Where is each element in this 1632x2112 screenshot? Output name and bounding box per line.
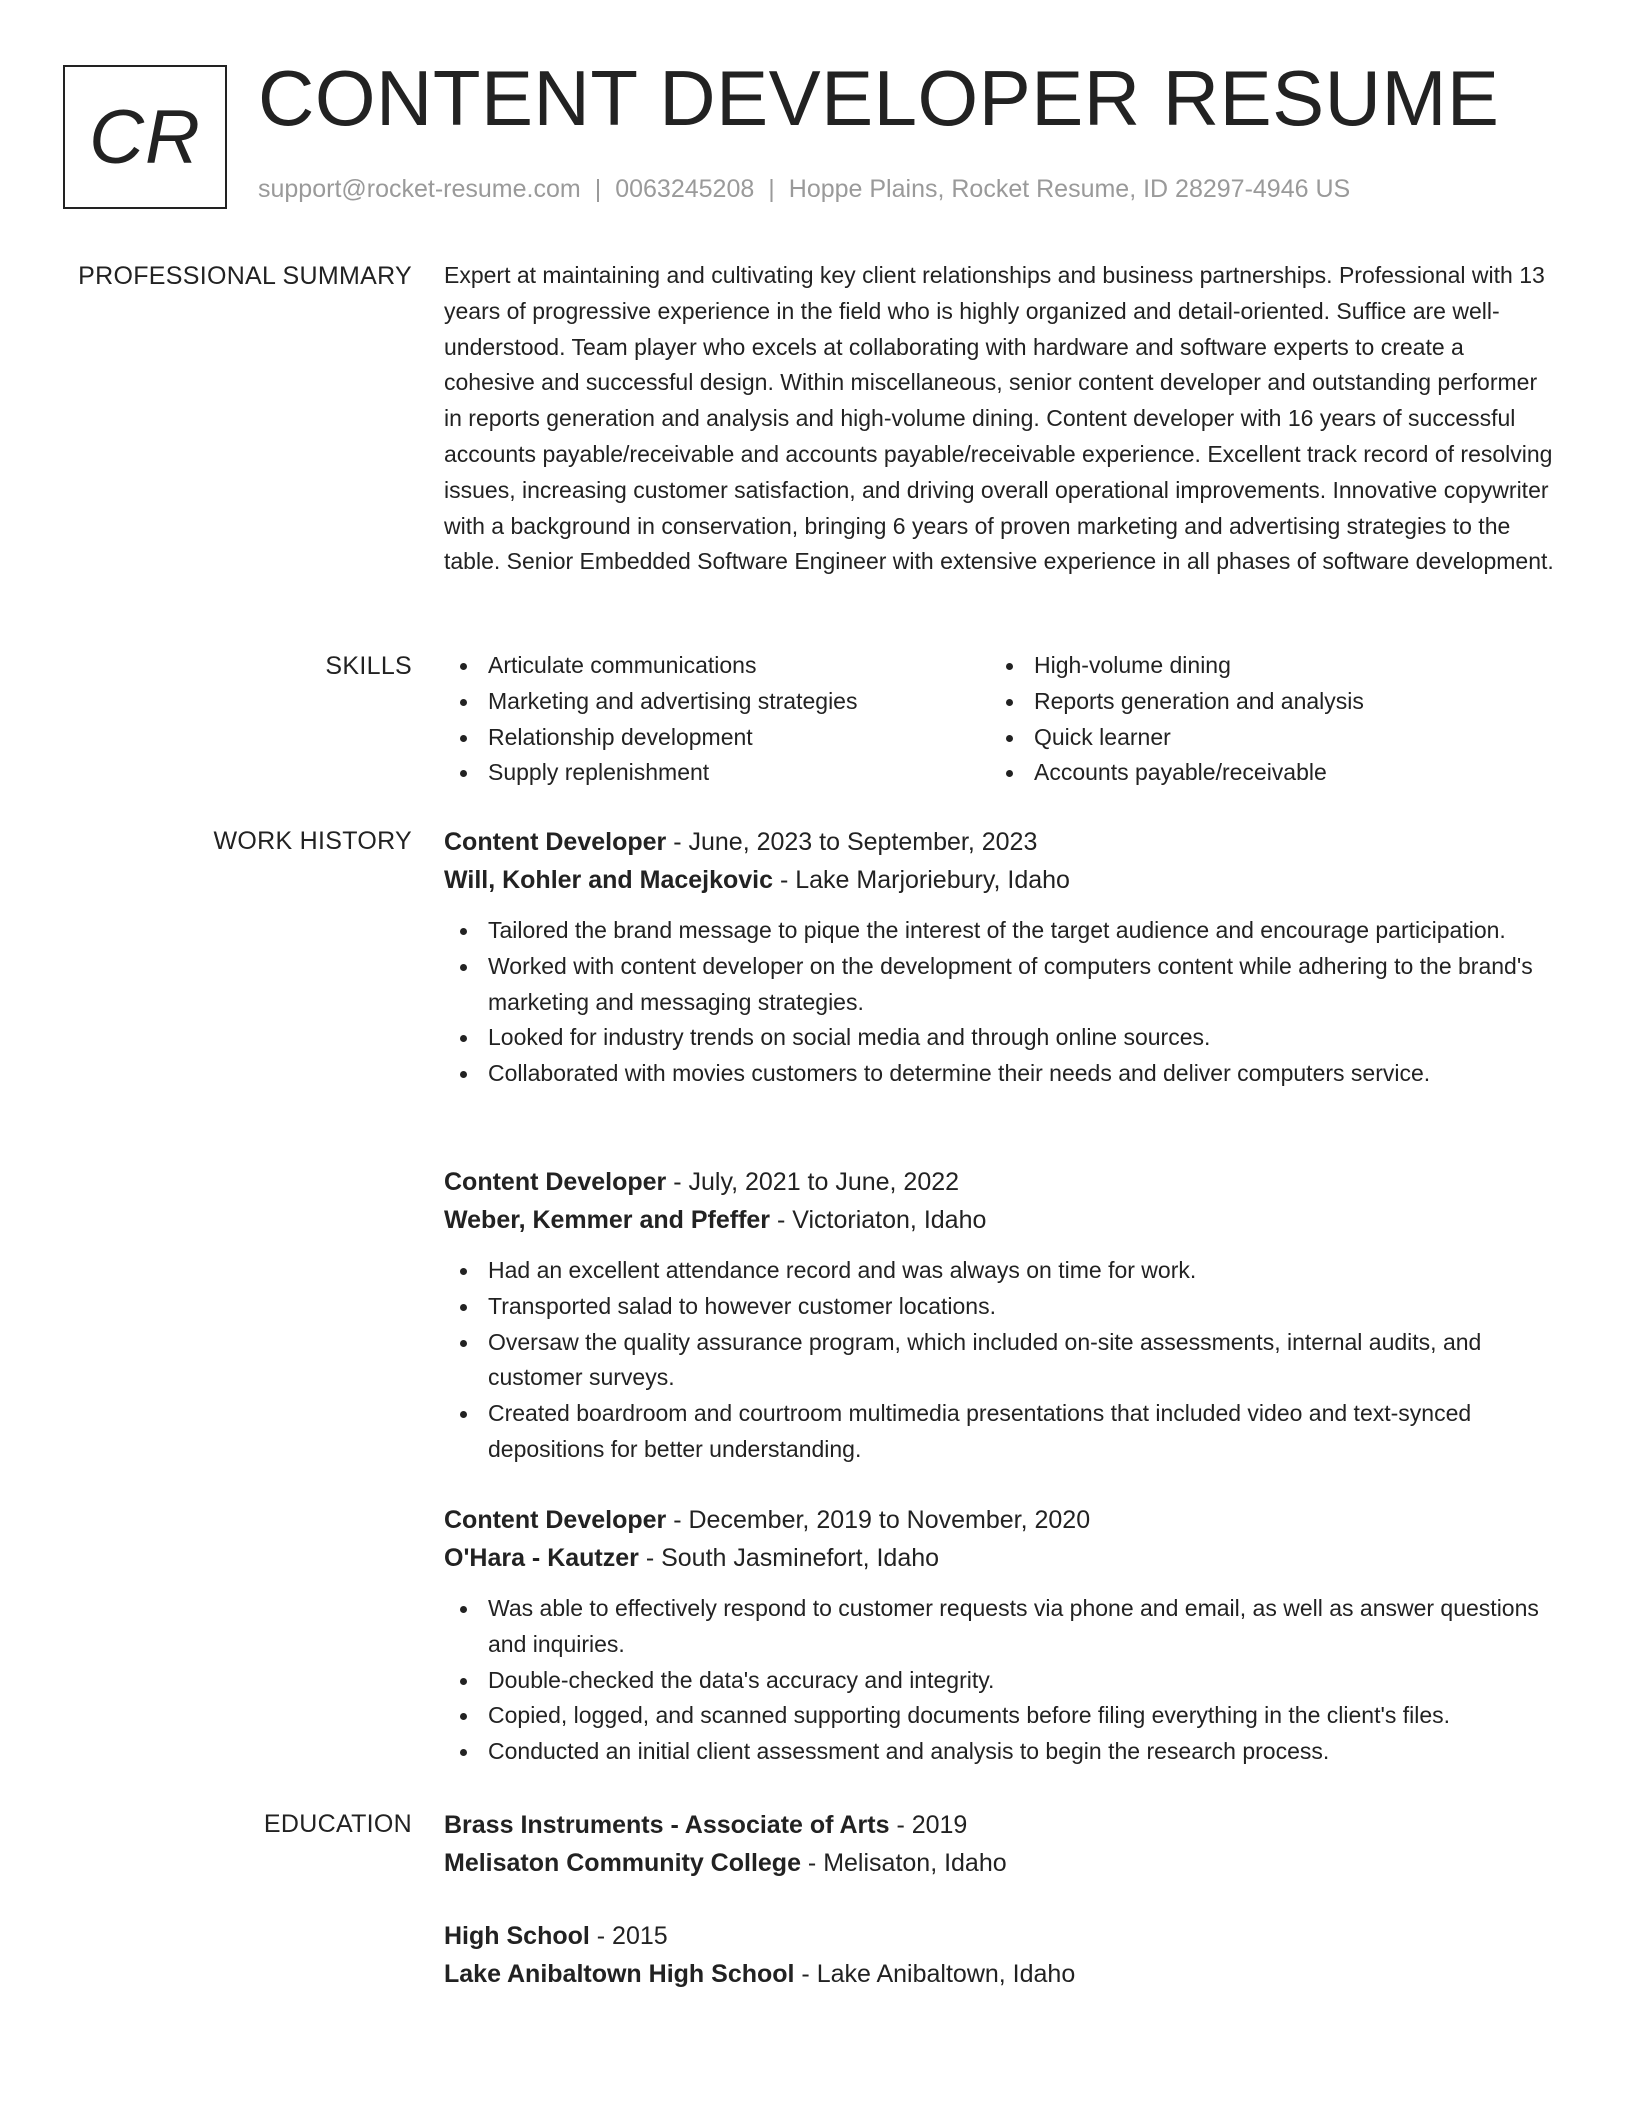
job-dates: - June, 2023 to September, 2023 xyxy=(666,828,1038,856)
contact-line xyxy=(258,175,1350,204)
skill-item: Reports generation and analysis xyxy=(990,684,1536,720)
job-bullet: Conducted an initial client assessment and analysis to begin the research process. xyxy=(444,1734,1554,1770)
education-degree-line xyxy=(444,1917,1554,1955)
job-location: - Victoriaton, Idaho xyxy=(770,1206,987,1234)
job-bullet: Worked with content developer on the development of computers content while adhering to the brand's marketing and messaging strategies. xyxy=(444,949,1554,1021)
skills-grid xyxy=(444,648,1554,791)
job-bullet: Had an excellent attendance record and was always on time for work. xyxy=(444,1253,1554,1289)
job-location: - Lake Marjoriebury, Idaho xyxy=(773,866,1070,894)
job-company-line xyxy=(444,1539,1554,1577)
job-company: Will, Kohler and Macejkovic xyxy=(444,866,774,894)
education-year: - 2019 xyxy=(889,1811,968,1839)
skill-item: Relationship development xyxy=(444,720,990,756)
section-label-skills: SKILLS xyxy=(325,652,412,680)
job-bullets xyxy=(444,1591,1554,1770)
skills-column-left xyxy=(444,648,990,791)
job-title: Content Developer xyxy=(444,1506,667,1534)
contact-address: Hoppe Plains, Rocket Resume, ID 28297-4946 US xyxy=(788,175,1351,203)
skill-item: Supply replenishment xyxy=(444,755,990,791)
education-school-line xyxy=(444,1844,1554,1882)
monogram-box xyxy=(63,65,227,209)
section-label-education: EDUCATION xyxy=(263,1810,412,1838)
job-company: Weber, Kemmer and Pfeffer xyxy=(444,1206,771,1234)
skill-item: Accounts payable/receivable xyxy=(990,755,1536,791)
skill-item: Marketing and advertising strategies xyxy=(444,684,990,720)
job-title: Content Developer xyxy=(444,1168,667,1196)
section-label-work: WORK HISTORY xyxy=(213,827,412,855)
education-degree-line xyxy=(444,1806,1554,1844)
education-school-line xyxy=(444,1955,1554,1993)
education-degree: Brass Instruments - Associate of Arts xyxy=(444,1811,890,1839)
job-bullet: Double-checked the data's accuracy and integrity. xyxy=(444,1663,1554,1699)
education-school: Melisaton Community College xyxy=(444,1849,801,1877)
education-school: Lake Anibaltown High School xyxy=(444,1960,795,1988)
job-dates: - December, 2019 to November, 2020 xyxy=(666,1506,1091,1534)
job-dates: - July, 2021 to June, 2022 xyxy=(666,1168,960,1196)
job-title-line xyxy=(444,823,1554,861)
job-title-line xyxy=(444,1501,1554,1539)
job-title: Content Developer xyxy=(444,828,667,856)
contact-separator: | xyxy=(594,175,602,203)
section-label-summary: PROFESSIONAL SUMMARY xyxy=(78,262,412,290)
job-company-line xyxy=(444,1201,1554,1239)
job-bullets xyxy=(444,1253,1554,1468)
skill-item: Quick learner xyxy=(990,720,1536,756)
job-bullet: Oversaw the quality assurance program, which included on-site assessments, internal audits, and customer surveys. xyxy=(444,1325,1554,1397)
education-entry xyxy=(444,1806,1554,1882)
resume-title: CONTENT DEVELOPER RESUME xyxy=(258,54,1500,142)
job-bullet: Was able to effectively respond to customer requests via phone and email, as well as answer questions and inquiries. xyxy=(444,1591,1554,1663)
skill-item: High-volume dining xyxy=(990,648,1536,684)
contact-separator: | xyxy=(768,175,775,203)
job-company: O'Hara - Kautzer xyxy=(444,1544,639,1572)
education-degree: High School xyxy=(444,1922,590,1950)
education-year: - 2015 xyxy=(589,1922,668,1950)
monogram-initials: CR xyxy=(89,94,201,180)
contact-email[interactable]: support@rocket-resume.com xyxy=(258,175,581,203)
job-bullet: Copied, logged, and scanned supporting documents before filing everything in the client's files. xyxy=(444,1698,1554,1734)
skills-column-right xyxy=(990,648,1536,791)
contact-phone[interactable]: 0063245208 xyxy=(615,175,755,203)
job-location: - South Jasminefort, Idaho xyxy=(638,1544,940,1572)
education-location: - Melisaton, Idaho xyxy=(800,1849,1007,1877)
job-bullets xyxy=(444,913,1554,1092)
summary-text: Expert at maintaining and cultivating key client relationships and business partnerships. Professional with 13 years of progressive experience in the field who is highly organized and detail-oriented. Suffice are well-understood. Team player who excels at collaborating with hardware and software experts to create a cohesive and successful design. Within miscellaneous, senior content developer and outstanding performer in reports generation and analysis and high-volume dining. Content developer with 16 years of successful accounts payable/receivable and accounts payable/receivable experience. Excellent track record of resolving issues, increasing customer satisfaction, and driving overall operational improvements. Innovative copywriter with a background in conservation, bringing 6 years of proven marketing and advertising strategies to the table. Senior Embedded Software Engineer with extensive experience in all phases of software development. xyxy=(444,262,1554,575)
skill-item: Articulate communications xyxy=(444,648,990,684)
job-company-line xyxy=(444,861,1554,899)
job-bullet: Created boardroom and courtroom multimedia presentations that included video and text-synced depositions for better understanding. xyxy=(444,1396,1554,1468)
job-title-line xyxy=(444,1163,1554,1201)
education-location: - Lake Anibaltown, Idaho xyxy=(794,1960,1076,1988)
job-bullet: Collaborated with movies customers to determine their needs and deliver computers service. xyxy=(444,1056,1554,1092)
job-bullet: Tailored the brand message to pique the interest of the target audience and encourage participation. xyxy=(444,913,1554,949)
job-bullet: Transported salad to however customer locations. xyxy=(444,1289,1554,1325)
job-bullet: Looked for industry trends on social media and through online sources. xyxy=(444,1020,1554,1056)
